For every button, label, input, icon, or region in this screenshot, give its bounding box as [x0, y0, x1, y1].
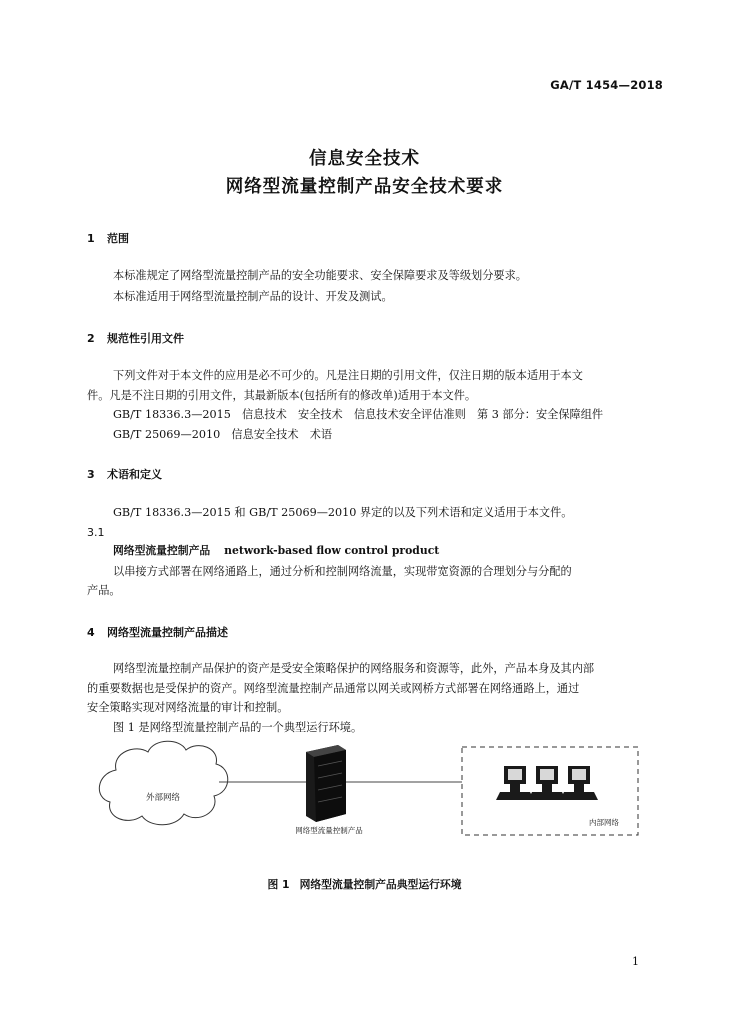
section-title: 范围 [107, 232, 129, 245]
figure-caption-text: 网络型流量控制产品典型运行环境 [299, 878, 462, 891]
product-label: 网络型流量控制产品 [295, 826, 363, 835]
paragraph: 网络型流量控制产品保护的资产是受安全策略保护的网络服务和资源等，此外，产品本身及其内部 [113, 662, 595, 675]
external-network-label: 外部网络 [145, 793, 181, 803]
section-title: 规范性引用文件 [107, 332, 184, 345]
page-number: 1 [632, 955, 639, 968]
section-number: 1 [87, 232, 95, 245]
computer-icon [496, 766, 534, 800]
section-title: 术语和定义 [107, 468, 162, 481]
subsection-number: 3.1 [87, 526, 105, 539]
paragraph: GB/T 18336.3—2015 和 GB/T 25069—2010 界定的以及下列术语和定义适用于本文件。 [113, 506, 573, 519]
figure-caption-label: 图 1 [267, 878, 290, 891]
normative-reference: GB/T 18336.3—2015 信息技术 安全技术 信息技术安全评估准则 第 3 部分：安全保障组件 [113, 408, 604, 421]
paragraph: 安全策略实现对网络流量的审计和控制。 [87, 701, 289, 714]
normative-reference: GB/T 25069—2010 信息安全技术 术语 [113, 428, 333, 441]
section-number: 2 [87, 332, 95, 345]
term-chinese: 网络型流量控制产品 [113, 544, 211, 557]
paragraph: 的重要数据也是受保护的资产。网络型流量控制产品通常以网关或网桥方式部署在网络通路上，通过 [87, 682, 580, 695]
document-title-line1: 信息安全技术 [309, 149, 420, 169]
paragraph: 下列文件对于本文件的应用是必不可少的。凡是注日期的引用文件，仅注日期的版本适用于本文 [113, 369, 583, 382]
section-number: 4 [87, 626, 95, 639]
paragraph: 本标准适用于网络型流量控制产品的设计、开发及测试。 [113, 290, 393, 303]
term-english: network-based flow control product [224, 544, 440, 557]
term-definition: 以串接方式部署在网络通路上，通过分析和控制网络流量，实现带宽资源的合理划分与分配的 [113, 565, 572, 578]
computer-icon [560, 766, 598, 800]
document-title-line2: 网络型流量控制产品安全技术要求 [225, 177, 504, 197]
server-rack-icon [306, 745, 346, 822]
internal-network-label: 内部网络 [589, 818, 619, 827]
paragraph: 件。凡是不注日期的引用文件，其最新版本(包括所有的修改单)适用于本文件。 [87, 389, 477, 402]
cloud-icon [99, 741, 227, 825]
term-definition: 产品。 [87, 584, 121, 597]
computer-icon [528, 766, 566, 800]
paragraph: 图 1 是网络型流量控制产品的一个典型运行环境。 [113, 721, 363, 734]
section-number: 3 [87, 468, 95, 481]
standard-code: GA/T 1454—2018 [550, 78, 663, 92]
figure-caption [0, 877, 729, 892]
section-title: 网络型流量控制产品描述 [107, 626, 228, 639]
paragraph: 本标准规定了网络型流量控制产品的安全功能要求、安全保障要求及等级划分要求。 [113, 269, 527, 282]
